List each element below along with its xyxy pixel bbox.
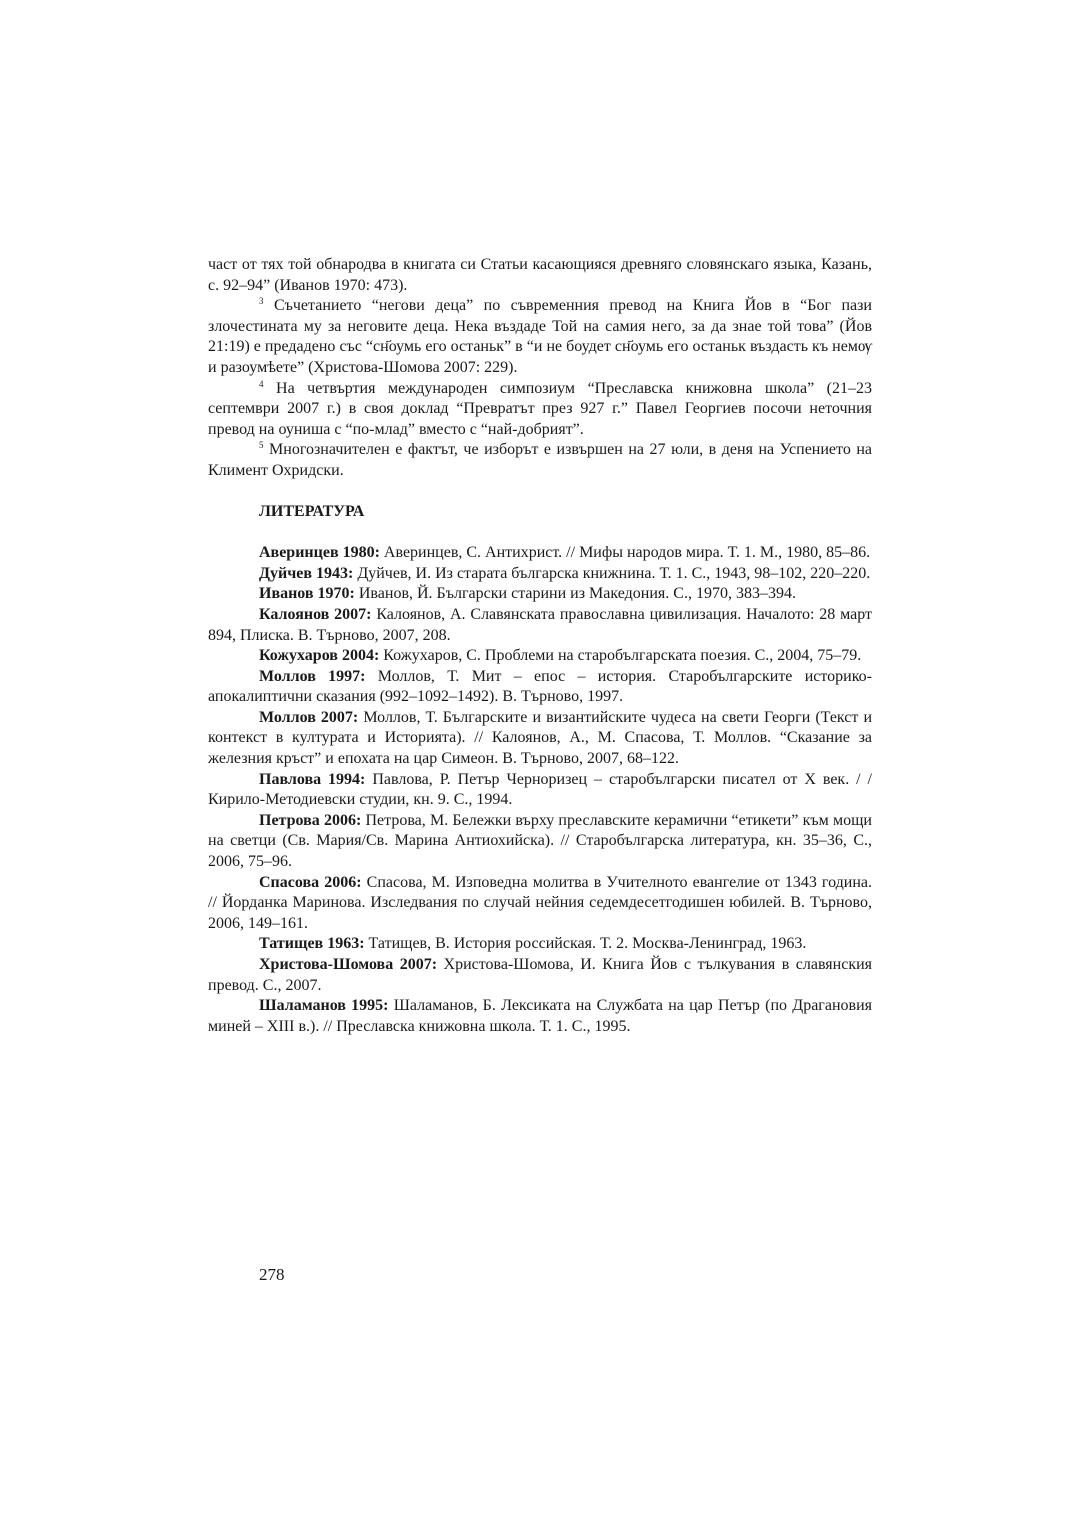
footnote-continuation-line-2: Казань, с. 92–94” (Иванов 1970: 473).	[208, 256, 873, 294]
bibliography	[208, 543, 872, 1037]
bibliography-entry	[208, 811, 872, 873]
bibliography-entry	[208, 564, 872, 585]
entry-text: Татищев, В. История российская. Т. 2. Москва-Ленинград, 1963.	[364, 935, 807, 953]
entry-text: Петрова, М. Бележки върху преславските керамични “етикети” към мощи на светци (Св. Мария/Св. Марина Антиохийска). // Старобългарска литература, кн. 35–36, С., 2006, 75–96.	[208, 811, 872, 871]
bibliography-entry	[208, 873, 872, 935]
entry-text: Павлова, Р. Петър Черноризец – старобългарски писател от X век. / / Кирило-Методиевски студии, кн. 9. С., 1994.	[208, 770, 873, 809]
entry-key: Павлова 1994:	[259, 770, 366, 788]
entry-key: Иванов 1970:	[259, 585, 355, 603]
footnote-number: 4	[259, 378, 264, 389]
section-heading: ЛИТЕРАТУРА	[259, 502, 365, 520]
footnote-5	[208, 440, 872, 481]
bibliography-entry	[208, 955, 872, 996]
bibliography-entry	[208, 646, 872, 667]
entry-text: Спасова, М. Изповедна молитва в Учителното евангелие от 1343 година. // Йорданка Маринова. Изследвания по случай нейния седемдесетгодишен юбилей. В. Търново, 2006, 149–161.	[208, 873, 872, 932]
bibliography-entry	[208, 708, 872, 770]
footnote-text: Многозначителен е фактът, че изборът е извършен на 27 юли, в деня на Успението на Климент Охридски.	[208, 441, 873, 479]
entry-text: Калоянов, А. Славянската православна цивилизация. Началото: 28 март 894, Плиска. В. Търново, 2007, 208.	[208, 605, 872, 644]
entry-text: Христова-Шомова, И. Книга Йов с тълкувания в славянския превод. С., 2007.	[208, 956, 873, 994]
bibliography-entry	[208, 543, 872, 564]
entry-text: Моллов, Т. Мит – епос – история. Старобългарските историко-апокалиптични сказания (992–1092–1492). В. Търново, 1997.	[208, 667, 872, 706]
entry-key: Аверинцев 1980:	[259, 544, 380, 562]
entry-text: Кожухаров, С. Проблеми на старобългарската поезия. С., 2004, 75–79.	[379, 647, 862, 665]
entry-text: Аверинцев, С. Антихрист. // Мифы народов мира. Т. 1. М., 1980, 85–86.	[379, 544, 871, 562]
footnote-text: Съчетанието “негови деца” по съвременния превод на Книга Йов в “Бог пази злочестината му за неговите деца. Нека въздаде Той на самия него, за да знае той това” (Йов 21:19) е предадено със “сн҃оумь его останьк” в “и не боудет сн҃оумь его останьк въздасть къ немѹ и разоумѣете” (Христова-Шомова 2007: 229).	[208, 297, 872, 376]
bibliography-entry	[208, 667, 872, 708]
entry-key: Шаламанов 1995:	[259, 997, 389, 1015]
entry-key: Христова-Шомова 2007:	[259, 956, 438, 973]
footnote-continuation-line-1: част от тях той обнародва в книгата си Статьи касающияся древняго словянскаго языка,	[208, 256, 817, 273]
footnote-number: 5	[259, 440, 264, 451]
entry-key: Калоянов 2007:	[259, 605, 372, 623]
entry-key: Дуйчев 1943:	[259, 564, 354, 582]
entry-key: Моллов 1997:	[259, 667, 366, 685]
footnote-continuation	[208, 255, 872, 296]
entry-text: Иванов, Й. Български старини из Македония. С., 1970, 383–394.	[354, 585, 796, 603]
footnote-3	[208, 296, 872, 378]
entry-text: Шаламанов, Б. Лексиката на Службата на цар Петър (по Драгановия миней – XIII в.). // Преславска книжовна школа. Т. 1. С., 1995.	[208, 997, 872, 1035]
entry-key: Спасова 2006:	[259, 873, 362, 891]
entry-key: Моллов 2007:	[259, 708, 359, 726]
entry-key: Кожухаров 2004:	[259, 647, 380, 665]
bibliography-entry	[208, 996, 872, 1037]
bibliography-entry	[208, 584, 872, 605]
entry-key: Татищев 1963:	[259, 935, 365, 953]
bibliography-entry	[208, 934, 872, 955]
entry-text: Моллов, Т. Българските и византийските чудеса на свети Георги (Текст и контекст в културата и Историята). // Калоянов, А., М. Спасова, Т. Моллов. “Сказание за железния кръст” и епохата на цар Симеон. В. Търново, 2007, 68–122.	[208, 708, 873, 768]
entry-text: Дуйчев, И. Из старата българска книжнина. Т. 1. С., 1943, 98–102, 220–220.	[353, 564, 871, 582]
footnote-text: На четвъртия международен симпозиум “Преславска книжовна школа” (21–23 септември 2007 г.) в своя доклад “Превратът през 927 г.” Павел Георгиев посочи неточния превод на оуниша с “по-млад” вместо с “най-добрият”.	[208, 379, 873, 438]
page-number: 278	[259, 1265, 285, 1284]
bibliography-entry	[208, 770, 872, 811]
entry-key: Петрова 2006:	[259, 811, 362, 829]
bibliography-entry	[208, 605, 872, 646]
footnote-4	[208, 379, 872, 441]
page-body	[208, 255, 872, 1037]
footnote-number: 3	[259, 296, 264, 307]
